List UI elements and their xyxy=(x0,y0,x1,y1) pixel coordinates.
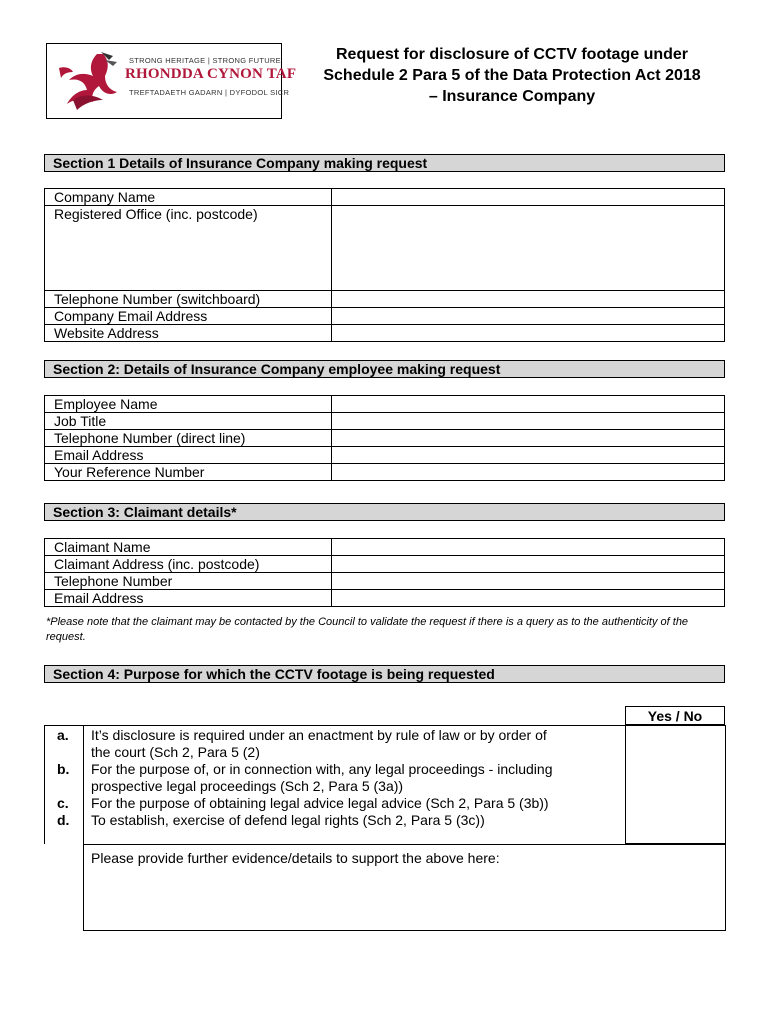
purpose-b-letter: b. xyxy=(57,761,70,777)
evidence-details-label: Please provide further evidence/details to support the above here: xyxy=(91,850,500,866)
title-line-1: Request for disclosure of CCTV footage under xyxy=(335,46,689,63)
employee-name-label: Employee Name xyxy=(45,396,332,413)
telephone-switchboard-field[interactable] xyxy=(332,291,725,308)
claimant-name-label: Claimant Name xyxy=(45,539,332,556)
purpose-a-letter: a. xyxy=(57,727,69,743)
company-name-field[interactable] xyxy=(332,189,725,206)
telephone-direct-field[interactable] xyxy=(332,430,725,447)
yes-no-header: Yes / No xyxy=(625,706,725,725)
telephone-switchboard-label: Telephone Number (switchboard) xyxy=(45,291,332,308)
job-title-label: Job Title xyxy=(45,413,332,430)
claimant-contact-note: *Please note that the claimant may be contacted by the Council to validate the request if there is a query as to the authenticity of the request. xyxy=(46,616,689,643)
purpose-c-text: For the purpose of obtaining legal advice legal advice (Sch 2, Para 5 (3b)) xyxy=(91,795,549,811)
website-address-field[interactable] xyxy=(332,325,725,342)
purpose-d-text: To establish, exercise of defend legal rights (Sch 2, Para 5 (3c)) xyxy=(91,812,485,828)
purpose-d-letter: d. xyxy=(57,812,70,828)
logo-welsh-strapline: TREFTADAETH GADARN | DYFODOL SICR xyxy=(129,88,290,97)
website-address-label: Website Address xyxy=(45,325,332,342)
claimant-email-field[interactable] xyxy=(332,590,725,607)
title-line-2: Schedule 2 Para 5 of the Data Protection Act 2018 xyxy=(323,67,701,84)
employee-email-field[interactable] xyxy=(332,447,725,464)
claimant-email-label: Email Address xyxy=(45,590,332,607)
reference-number-label: Your Reference Number xyxy=(45,464,332,481)
claimant-telephone-label: Telephone Number xyxy=(45,573,332,590)
registered-office-label: Registered Office (inc. postcode) xyxy=(45,206,332,291)
section-3-heading: Section 3: Claimant details* xyxy=(44,503,725,521)
section-2-heading: Section 2: Details of Insurance Company employee making request xyxy=(44,360,725,378)
purpose-b-line-1: For the purpose of, or in connection with, any legal proceedings - including xyxy=(91,761,553,777)
evidence-details-field[interactable] xyxy=(83,844,726,931)
section-1-heading: Section 1 Details of Insurance Company making request xyxy=(44,154,725,172)
purpose-a-line-2: the court (Sch 2, Para 5 (2) xyxy=(91,744,260,760)
purpose-a-line-1: It’s disclosure is required under an enactment by rule of law or by order of xyxy=(91,727,547,743)
claimant-name-field[interactable] xyxy=(332,539,725,556)
section-2-table xyxy=(44,395,725,481)
purpose-b-text xyxy=(91,761,553,795)
employee-name-field[interactable] xyxy=(332,396,725,413)
claimant-telephone-field[interactable] xyxy=(332,573,725,590)
council-logo xyxy=(46,43,297,119)
purpose-a-text xyxy=(91,727,547,761)
section-3-table xyxy=(44,538,725,607)
yes-no-answer-field[interactable] xyxy=(625,725,726,844)
company-name-label: Company Name xyxy=(45,189,332,206)
employee-email-label: Email Address xyxy=(45,447,332,464)
claimant-address-field[interactable] xyxy=(332,556,725,573)
company-email-field[interactable] xyxy=(332,308,725,325)
section-4-heading: Section 4: Purpose for which the CCTV footage is being requested xyxy=(44,665,725,683)
page-title xyxy=(294,44,730,107)
registered-office-field[interactable] xyxy=(332,206,725,291)
logo-name: RHONDDA CYNON TAF xyxy=(125,66,297,82)
title-line-3: – Insurance Company xyxy=(428,88,596,105)
section-1-table xyxy=(44,188,725,342)
dragon-icon xyxy=(53,50,121,112)
claimant-address-label: Claimant Address (inc. postcode) xyxy=(45,556,332,573)
reference-number-field[interactable] xyxy=(332,464,725,481)
purpose-c-letter: c. xyxy=(57,795,69,811)
company-email-label: Company Email Address xyxy=(45,308,332,325)
telephone-direct-label: Telephone Number (direct line) xyxy=(45,430,332,447)
job-title-field[interactable] xyxy=(332,413,725,430)
purpose-b-line-2: prospective legal proceedings (Sch 2, Para 5 (3a)) xyxy=(91,778,404,794)
logo-strapline: STRONG HERITAGE | STRONG FUTURE xyxy=(129,56,281,65)
